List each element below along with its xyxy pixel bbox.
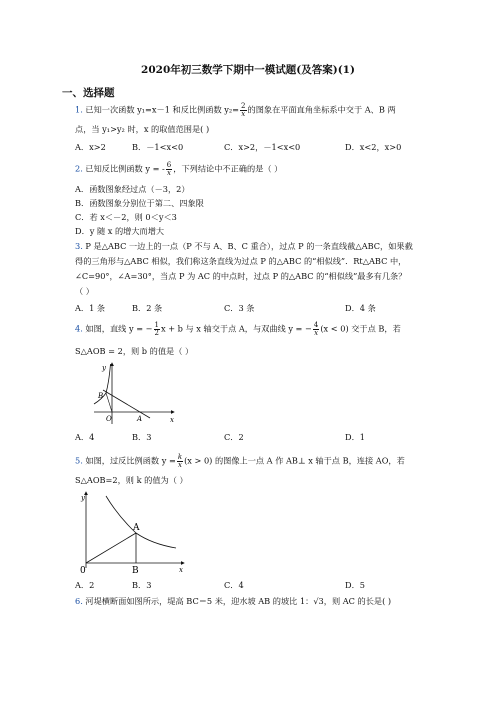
q2-option-c: C．若 x＜－2，则 0＜y＜3 bbox=[75, 212, 177, 222]
q3-line4: （ ） bbox=[75, 286, 94, 296]
q5-label-a: A bbox=[133, 523, 140, 533]
q4-text-c: (x < 0) 交于点 B，若 bbox=[320, 323, 401, 334]
q4-text-b: x + b 与 x 轴交于点 A，与双曲线 y = − bbox=[160, 323, 312, 334]
q6-number: 6. bbox=[75, 596, 83, 606]
q4-label-o: O bbox=[106, 415, 112, 423]
q6-text: 河堤横断面如图所示，堤高 BC＝5 米，迎水坡 AB 的坡比 1：√3，则 AC 的长是( ) bbox=[85, 596, 392, 606]
q1-option-d: D．x<2，x>0 bbox=[345, 142, 402, 152]
q5-figure bbox=[80, 488, 190, 578]
q1-text-b: 的图象在平面直角坐标系中交于 A、B 两 bbox=[247, 104, 396, 115]
q5-option-c: C．4 bbox=[224, 580, 244, 590]
q2-fraction: $\frac{6}{x}$ bbox=[166, 161, 172, 177]
q3-line2: 得的三角形与△ABC 相似，我们称这条直线为过点 P 的△ABC 的“相似线”．Rt△ABC 中， bbox=[75, 256, 407, 266]
q1-line1 bbox=[75, 103, 396, 118]
q5-label-b: B bbox=[132, 566, 139, 576]
q4-line2: S△AOB = 2，则 b 的值是（ ） bbox=[75, 346, 194, 356]
q2-option-b: B．函数图象分别位于第二、四象限 bbox=[75, 198, 204, 208]
q5-line1 bbox=[75, 454, 405, 469]
q3-option-d: D．4 条 bbox=[345, 303, 376, 313]
q5-text-a: 如图，过反比例函数 y = bbox=[85, 455, 176, 466]
q5-hyperbola bbox=[106, 496, 176, 548]
q3-line1 bbox=[75, 241, 413, 252]
q4-option-d: D．1 bbox=[345, 432, 365, 442]
q4-figure bbox=[92, 360, 177, 426]
q2-line1 bbox=[75, 162, 282, 177]
q5-label-y: y bbox=[81, 494, 85, 502]
q2-number: 2. bbox=[75, 163, 83, 174]
q6-line1 bbox=[75, 596, 391, 607]
q1-text-a: 已知一次函数 y₁=x－1 和反比例函数 y₂= bbox=[85, 104, 240, 115]
q4-fraction-1: $\frac{1}{2}$ bbox=[154, 321, 159, 337]
q4-label-y: y bbox=[102, 364, 106, 372]
q1-number: 1. bbox=[75, 104, 83, 115]
q4-option-b: B．3 bbox=[132, 432, 152, 442]
q5-segment-ao bbox=[86, 533, 136, 563]
q1-option-a: A．x>2 bbox=[75, 142, 106, 152]
q2-text-a: 已知反比例函数 y = - bbox=[85, 163, 165, 174]
q5-line2: S△AOB=2，则 k 的值为（ ） bbox=[75, 475, 188, 485]
q4-line1 bbox=[75, 322, 401, 337]
section-heading: 一、选择题 bbox=[62, 87, 115, 99]
q5-option-a: A．2 bbox=[75, 580, 95, 590]
q3-line3: ∠C=90°，∠A=30°，当点 P 为 AC 的中点时，过点 P 的△ABC 的“相似线”最多有几条？ bbox=[75, 271, 407, 281]
q4-segment-ob bbox=[106, 393, 112, 412]
q4-label-a: A bbox=[137, 415, 143, 423]
q4-number: 4. bbox=[75, 323, 83, 334]
q5-label-x: x bbox=[179, 566, 183, 574]
q4-label-b: B bbox=[98, 392, 104, 400]
q3-option-b: B．2 条 bbox=[132, 303, 163, 313]
q5-text-b: (x > 0) 的图像上一点 A 作 AB⊥ x 轴于点 B，连接 AO，若 bbox=[184, 455, 405, 466]
q3-text-line1: P 是△ABC 一边上的一点（P 不与 A、B、C 重合），过点 P 的一条直线截△ABC，如果截 bbox=[85, 241, 413, 251]
q1-option-b: B．－1<x<0 bbox=[132, 142, 184, 152]
q5-number: 5. bbox=[75, 455, 83, 466]
q5-option-b: B．3 bbox=[132, 580, 152, 590]
q3-number: 3. bbox=[75, 241, 83, 251]
q2-option-a: A．函数图象经过点（－3，2） bbox=[75, 184, 190, 194]
q5-fraction: $\frac{k}{x}$ bbox=[177, 453, 183, 469]
q4-option-c: C．2 bbox=[224, 432, 244, 442]
q4-option-a: A．4 bbox=[75, 432, 95, 442]
q2-text-b: ，下列结论中不正确的是（ ） bbox=[173, 163, 283, 174]
q4-text-a: 如图，直线 y = − bbox=[85, 323, 153, 334]
q3-option-c: C．3 条 bbox=[224, 303, 255, 313]
q1-line2: 点，当 y₁>y₂ 时，x 的取值范围是( ) bbox=[75, 124, 210, 134]
q1-option-c: C．x>2，－1<x<0 bbox=[224, 142, 301, 152]
q5-option-d: D．5 bbox=[345, 580, 365, 590]
q1-fraction: $\frac{2}{x}$ bbox=[241, 102, 246, 118]
q3-option-a: A．1 条 bbox=[75, 303, 106, 313]
q5-label-o: 0 bbox=[80, 566, 86, 576]
q4-line bbox=[103, 390, 150, 418]
document-title: 2020年初三数学下期中一模试题(及答案)(1) bbox=[141, 64, 355, 76]
q4-label-x: x bbox=[170, 416, 174, 424]
q4-fraction-2: $\frac{4}{x}$ bbox=[313, 321, 319, 337]
q2-option-d: D．y 随 x 的增大而增大 bbox=[75, 226, 165, 236]
